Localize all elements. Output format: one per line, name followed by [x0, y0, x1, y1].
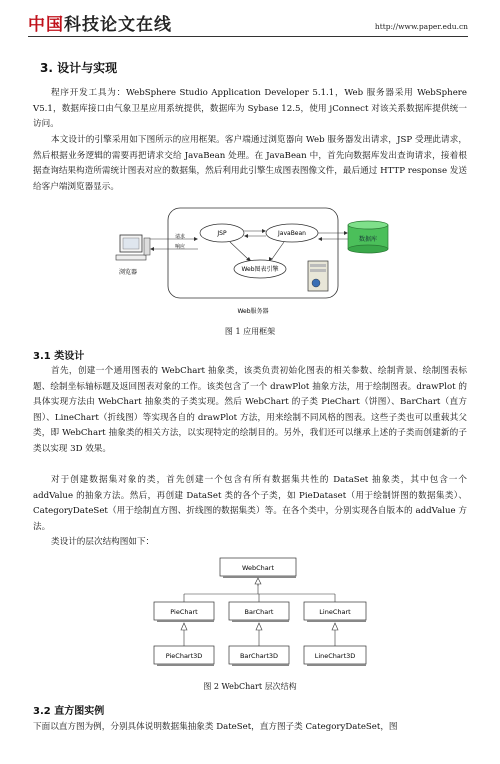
piechart-label: PieChart [170, 608, 198, 616]
barchart-label: BarChart [244, 608, 274, 616]
webchart-label: WebChart [241, 564, 275, 572]
figure-1-application-framework [110, 203, 400, 321]
server-tower-icon [308, 261, 328, 291]
section-3-paragraph-1: 程序开发工具为：WebSphere Studio Application Developer 5.1.1，Web 服务器采用 WebSphere V5.1，数据库接口由气象卫星应用系统提供，数据库为 Sybase 12.5，使用 jConnect 对该关系数据库提供统一访问。 [33, 88, 467, 129]
chart-engine-label: Web图表引擎 [241, 266, 279, 273]
section-3-1-paragraph-3: 类设计的层次结构图如下： [51, 537, 155, 547]
browser-label: 浏览器 [118, 269, 138, 276]
section-3-1-title: 3.1 类设计 [33, 351, 85, 362]
web-server-label: Web服务器 [237, 308, 269, 315]
figure-2-caption: 图 2 WebChart 层次结构 [203, 682, 297, 691]
browser-computer-icon [116, 235, 150, 260]
database-label: 数据库 [358, 236, 378, 243]
response-label: 响应 [174, 244, 186, 250]
section-3-paragraph-2: 本文设计的引擎采用如下图所示的应用框架。客户端通过浏览器向 Web 服务器发出请求，JSP 受理此请求，然后根据业务逻辑的需要再把请求交给 JavaBean 处理。在 JavaBean 中，首先向数据库发出查询请求，接着根据查询结果构造所需统计图表对应的数据集，然后利用此引擎生成图表图像文件，最后通过 HTTP response 发送给客户端浏览器显示。 [33, 135, 467, 192]
header-url[interactable]: http://www.paper.edu.cn [374, 22, 468, 31]
figure-1-caption: 图 1 应用框架 [224, 327, 276, 336]
journal-logo [28, 10, 172, 35]
request-label: 请求 [174, 234, 186, 240]
section-3-1-paragraph-2: 对于创建数据集对象的类，首先创建一个包含有所有数据集共性的 DataSet 抽象类，其中包含一个 addValue 的抽象方法。然后，再创建 DataSet 类的各个子类，如 PieDataset（用于绘制饼图的数据集类）、CategoryDateSet（用于绘制直方图、折线图的数据集类）等。在各个类中，分别实现各自版本的 addValue 方法。 [33, 475, 467, 532]
barchart3d-label: BarChart3D [239, 652, 279, 660]
figure-2-class-hierarchy [140, 554, 380, 672]
section-3-2-paragraph-1: 下面以直方图为例，分别具体说明数据集抽象类 DateSet，直方图子类 CategoryDateSet，图 [33, 722, 398, 732]
section-3-2-title: 3.2 直方图实例 [33, 706, 105, 717]
page-header [28, 10, 468, 37]
section-3-title: 3. 设计与实现 [40, 61, 118, 75]
jsp-label: JSP [217, 230, 227, 237]
piechart3d-label: PieChart3D [165, 652, 203, 660]
section-3-1-paragraph-1: 首先，创建一个通用图表的 WebChart 抽象类，该类负责初始化图表的相关参数、绘制背景、绘制图表标题、绘制坐标轴标题及返回图表对象的工作。该类包含了一个 drawPlot 抽象方法，用于绘制图表。drawPlot 的具体实现方法由 WebChart 抽象类的子类实现。然后 WebChart 的子类 PieChart（饼图）、BarChart（直方图）、LineChart（折线图）等实现各自的 drawPlot 方法，用来绘制不同风格的图表。这些子类也可以重载其父类，即 WebChart 抽象类的相关方法，以实现特定的绘制目的。另外，我们还可以继承上述的子类而创建新的子类以实现 3D 效果。 [33, 366, 467, 454]
linechart-label: LineChart [319, 608, 351, 616]
logo-part2: 科技论文在线 [64, 15, 172, 35]
javabean-label: JavaBean [278, 230, 306, 237]
logo-part1: 中国 [28, 15, 64, 35]
linechart3d-label: LineChart3D [314, 652, 356, 660]
